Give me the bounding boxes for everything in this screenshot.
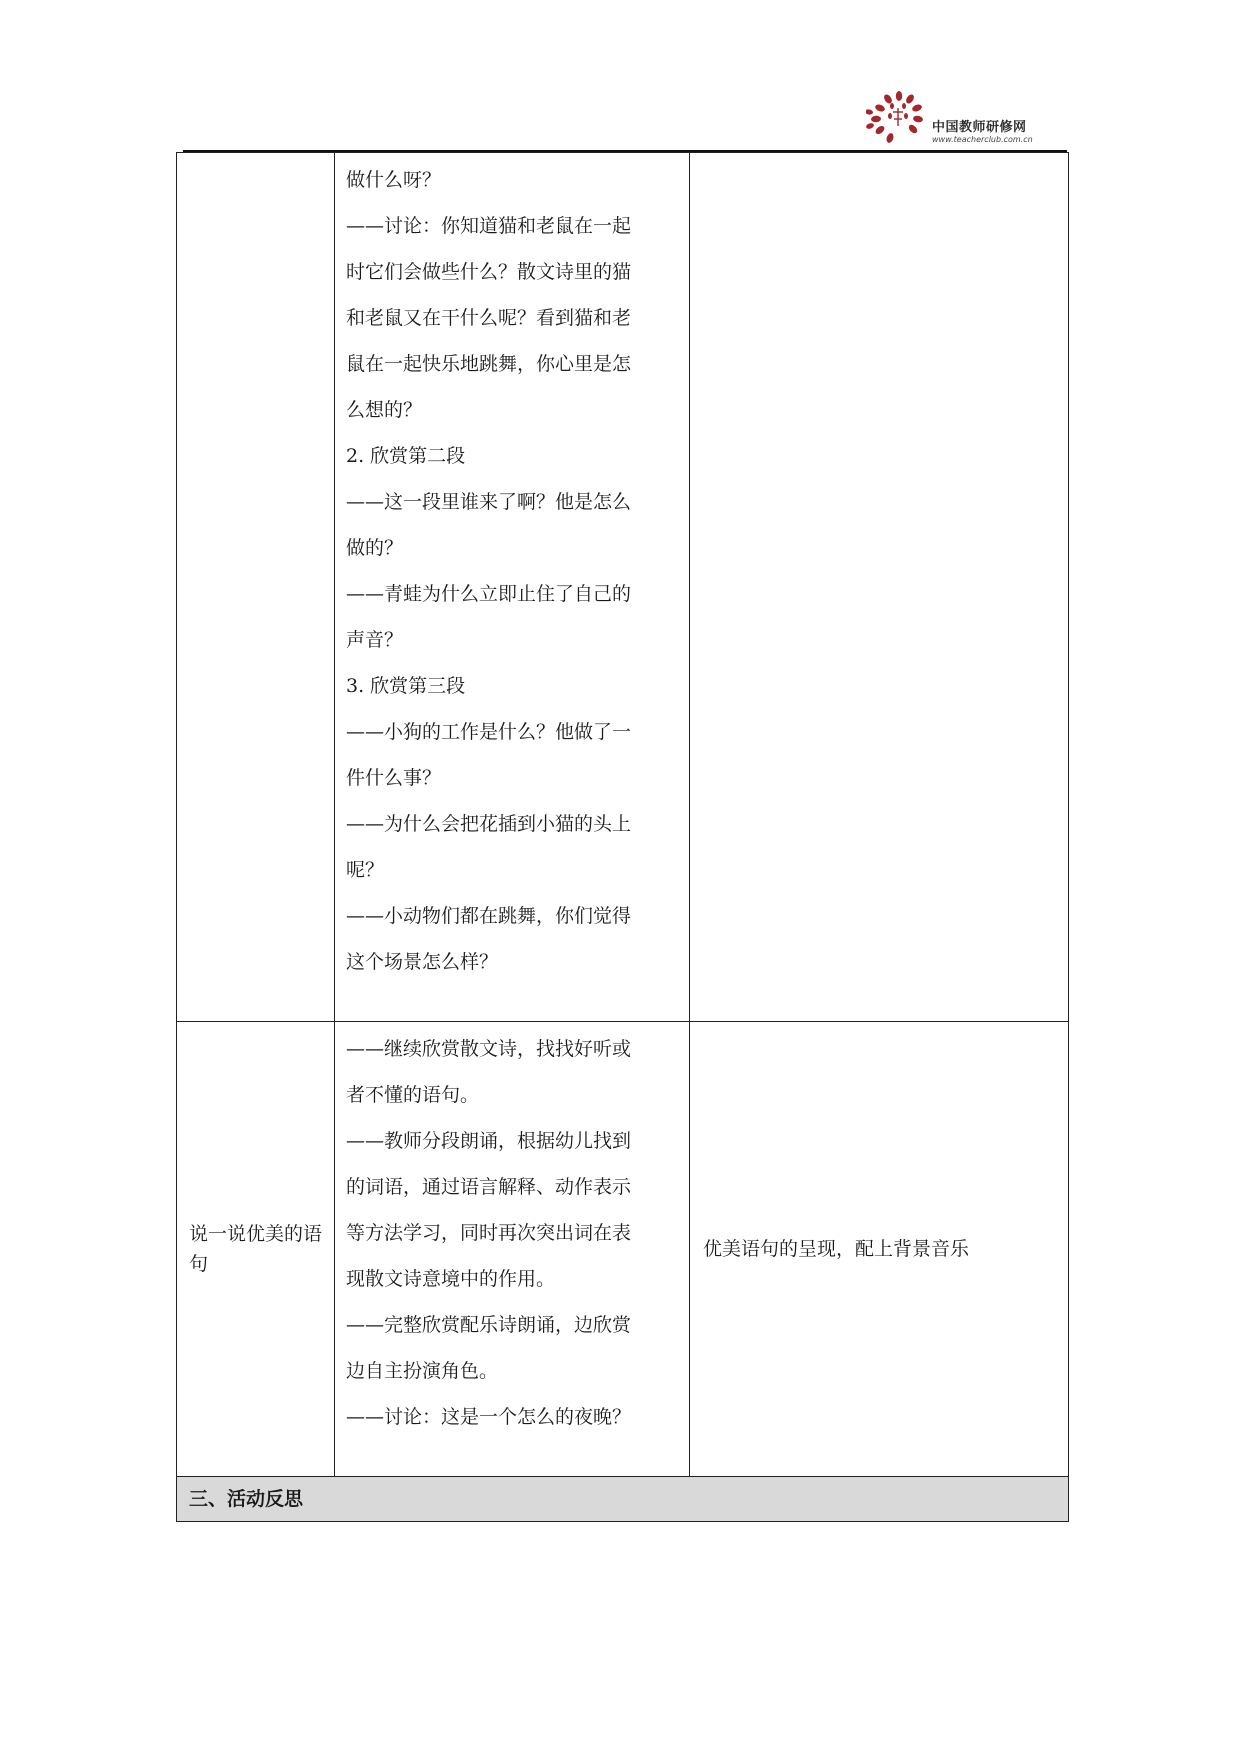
logo-title: 中国教师研修网 xyxy=(932,120,1027,135)
row2-media-cell xyxy=(690,1022,1069,1477)
row1-topic-cell xyxy=(177,153,335,1022)
logo-url: www.teacherclub.com.cn xyxy=(932,135,1033,144)
row2-process-lines xyxy=(335,1022,689,1476)
row2-line: 边自主扮演角色。 xyxy=(346,1360,499,1382)
row1-line: 鼠在一起快乐地跳舞，你心里是怎 xyxy=(346,353,632,375)
row2-line: ——讨论：这是一个怎么的夜晚？ xyxy=(346,1406,632,1428)
row2-line: 等方法学习，同时再次突出词在表 xyxy=(346,1222,632,1244)
section-heading-row xyxy=(177,1477,1069,1522)
row1-media-cell xyxy=(690,153,1069,1022)
row2-line: ——完整欣赏配乐诗朗诵，边欣赏 xyxy=(346,1314,632,1336)
row1-process-cell xyxy=(335,153,690,1022)
flower-logo-icon xyxy=(866,88,932,150)
row2-line: 者不懂的语句。 xyxy=(346,1084,480,1106)
row1-process-lines xyxy=(335,153,689,1021)
table-row xyxy=(177,153,1069,1022)
row1-line: ——小狗的工作是什么？他做了一 xyxy=(346,721,632,743)
row1-line: 么想的？ xyxy=(346,399,423,421)
row1-line: 2. 欣赏第二段 xyxy=(346,445,466,467)
row1-line: 件什么事？ xyxy=(346,767,442,789)
row2-topic-cell xyxy=(177,1022,335,1477)
row2-line: ——教师分段朗诵，根据幼儿找到 xyxy=(346,1130,632,1152)
row2-line: 现散文诗意境中的作用。 xyxy=(346,1268,556,1290)
row2-line: 的词语，通过语言解释、动作表示 xyxy=(346,1176,632,1198)
row1-line: ——青蛙为什么立即止住了自己的 xyxy=(346,583,632,605)
row1-line: 这个场景怎么样？ xyxy=(346,951,499,973)
row1-line: 做什么呀？ xyxy=(346,169,442,191)
row2-line: ——继续欣赏散文诗，找找好听或 xyxy=(346,1038,632,1060)
row2-topic-label: 说一说优美的语句 xyxy=(189,1223,323,1275)
row1-line: 时它们会做些什么？散文诗里的猫 xyxy=(346,261,632,283)
row1-line: 声音？ xyxy=(346,629,404,651)
activity-table xyxy=(176,152,1069,1522)
row1-line: ——讨论：你知道猫和老鼠在一起 xyxy=(346,215,632,237)
row2-process-cell xyxy=(335,1022,690,1477)
table-row xyxy=(177,1022,1069,1477)
row1-line: 3. 欣赏第三段 xyxy=(346,675,466,697)
row1-line: 和老鼠又在干什么呢？看到猫和老 xyxy=(346,307,632,329)
teacherclub-logo xyxy=(866,88,1066,150)
row2-media-label: 优美语句的呈现，配上背景音乐 xyxy=(703,1238,970,1260)
row1-line: 呢？ xyxy=(346,859,385,881)
row1-line: ——这一段里谁来了啊？他是怎么 xyxy=(346,491,632,513)
row1-line: 做的？ xyxy=(346,537,404,559)
section-heading: 三、活动反思 xyxy=(177,1477,1069,1522)
row1-line: ——小动物们都在跳舞，你们觉得 xyxy=(346,905,632,927)
row1-line: ——为什么会把花插到小猫的头上 xyxy=(346,813,632,835)
